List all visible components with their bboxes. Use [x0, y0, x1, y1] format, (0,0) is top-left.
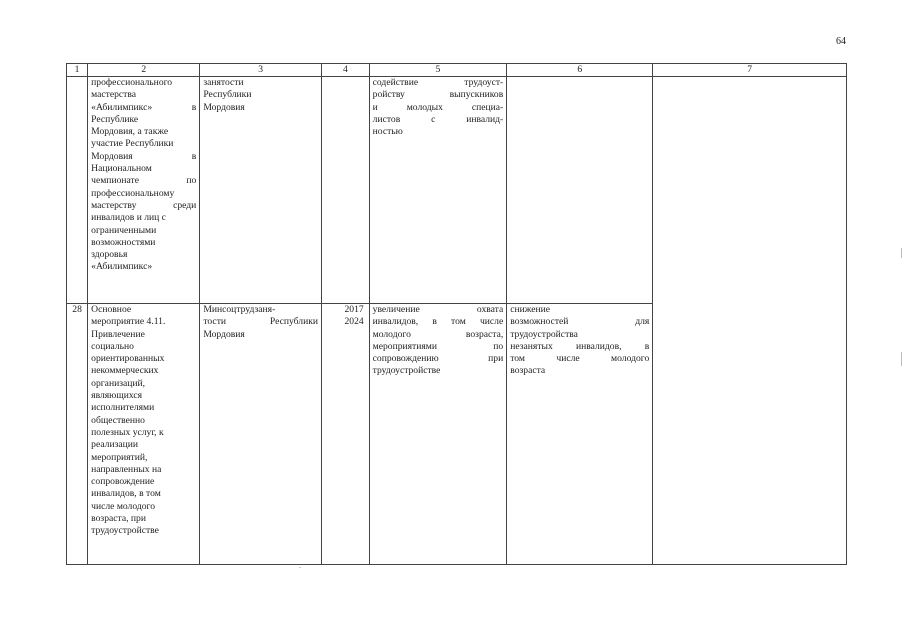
header-row [67, 64, 847, 77]
row-a-result: содействие трудоуст- ройству выпускников и молодых специа- листов с инвалид- ностью [369, 77, 507, 304]
table-row [67, 77, 847, 304]
header-col-1: 1 [67, 64, 88, 77]
header-col-7: 7 [653, 64, 847, 77]
year-start: 2017 [344, 304, 364, 315]
page-number: 64 [836, 36, 846, 47]
scan-speck [299, 567, 301, 568]
row-b-result: увеличение охвата инвалидов, в том числе молодого возраста, мероприятиями по сопровождению при трудоустройстве [369, 304, 507, 565]
row-b-measure: Основное мероприятие 4.11. Привлечение социально ориентированных некоммерческих организаций, являющихся исполнителями общественно полезных услуг, к реализации мероприятий, направленных на сопровождение инвалидов, в том числе молодого возраста, при трудоустройстве [88, 304, 200, 565]
row-a-consequences [507, 77, 653, 304]
row-b-executor: Минсоцтрудзаня- тости Республики Мордовия [200, 304, 322, 565]
program-table [66, 63, 847, 565]
header-col-3: 3 [200, 64, 322, 77]
header-col-4: 4 [322, 64, 370, 77]
header-col-5: 5 [369, 64, 507, 77]
row-a-period [322, 77, 370, 304]
row-b-number: 28 [67, 304, 88, 565]
header-col-6: 6 [507, 64, 653, 77]
year-end: 2024 [344, 316, 364, 328]
row-b-consequences: снижение возможностей для трудоустройства незанятых инвалидов, в том числе молодого возраста [507, 304, 653, 565]
row-a-measure: профессионального мастерства «Абилимпикс» в Республике Мордовия, а также участие Республики Мордовия в Национальном чемпионате по профессиональному мастерству среди инвалидов и лиц с ограниченными возможностями здоровья «Абилимпикс» [88, 77, 200, 304]
scan-mark [901, 352, 902, 366]
row-b-period [322, 304, 370, 565]
header-col-2: 2 [88, 64, 200, 77]
row-a-number [67, 77, 88, 304]
col-7-merged [653, 77, 847, 565]
row-a-executor: занятости Республики Мордовия [200, 77, 322, 304]
scan-mark [901, 248, 902, 258]
